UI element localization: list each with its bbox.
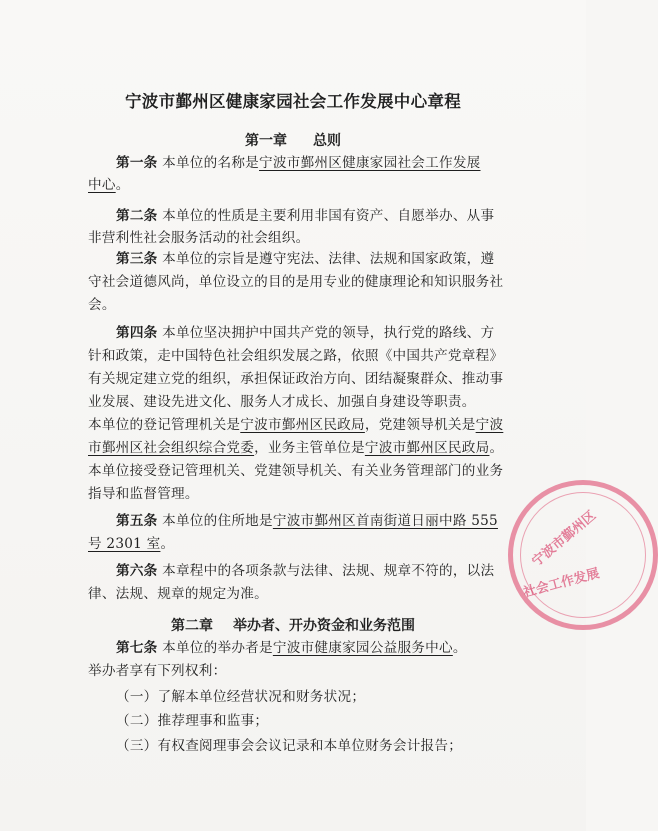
article-7-label: 第七条	[116, 640, 158, 656]
seal-text-2: 社会工作发展	[521, 566, 602, 601]
article-7-line-2: 举办者享有下列权利：	[88, 663, 227, 679]
org-name-underlined-cont: 中心	[88, 177, 116, 193]
article-3-label: 第三条	[116, 251, 158, 267]
article-4-text-b: ，党建领导机关是	[364, 417, 476, 433]
article-2-text: 本单位的性质是主要利用非国有资产、自愿举办、从事	[162, 208, 495, 224]
article-6-line-1	[116, 560, 528, 582]
article-4-text-c: ，业务主管单位是	[254, 440, 365, 456]
chapter-1-heading	[0, 130, 586, 150]
address-underlined: 宁波市鄞州区首南街道日丽中路 555	[272, 513, 498, 529]
article-6-line-2: 律、法规、规章的规定为准。	[88, 586, 268, 602]
article-1-line-1	[116, 152, 528, 174]
article-7-line-1	[116, 637, 528, 659]
rights-item-3: （三）有权查阅理事会会议记录和本单位财务会计报告；	[116, 738, 463, 754]
article-4-line-1	[116, 322, 528, 344]
article-3-line-3: 会。	[88, 297, 116, 313]
article-4-label: 第四条	[116, 325, 158, 341]
founder-underlined: 宁波市健康家园公益服务中心	[272, 640, 453, 656]
article-5-text: 本单位的住所地是	[162, 513, 273, 529]
article-2-line-1	[116, 205, 528, 227]
registration-authority: 宁波市鄞州区民政局	[240, 417, 365, 433]
article-2-label: 第二条	[116, 208, 158, 224]
article-4-line-3: 有关规定建立党的组织，承担保证政治方向、团结凝聚群众、推动事	[88, 371, 504, 387]
party-authority: 宁波	[475, 417, 504, 433]
article-7-text: 本单位的举办者是	[162, 640, 273, 656]
article-4-line-2: 针和政策，走中国特色社会组织发展之路，依照《中国共产党章程》	[88, 348, 504, 364]
article-4-text-a: 本单位的登记管理机关是	[88, 417, 241, 433]
article-4-line-6	[88, 437, 528, 459]
party-authority-cont: 市鄞州区社会组织综合党委	[88, 440, 255, 456]
article-1-label: 第一条	[116, 155, 158, 171]
article-4-end: 。	[489, 440, 504, 456]
article-3-line-2: 守社会道德风尚，单位设立的目的是用专业的健康理论和知识服务社	[88, 274, 504, 290]
seal-text-1: 宁波市鄞州区	[529, 508, 599, 570]
chapter-2-heading	[0, 615, 586, 635]
chapter-2-title: 举办者、开办资金和业务范围	[233, 618, 415, 634]
chapter-1-title: 总则	[313, 133, 341, 149]
article-1-end: 。	[115, 177, 130, 193]
article-1-text: 本单位的名称是	[162, 155, 260, 171]
address-underlined-cont: 号 2301 室	[88, 536, 161, 552]
org-name-underlined: 宁波市鄞州区健康家园社会工作发展	[259, 155, 481, 171]
chapter-1-number: 第一章	[245, 133, 287, 149]
document-title: 宁波市鄞州区健康家园社会工作发展中心章程	[125, 92, 461, 111]
article-5-line-1	[116, 510, 528, 532]
article-4-text: 本单位坚决拥护中国共产党的领导，执行党的路线、方	[162, 325, 495, 341]
article-3-text: 本单位的宗旨是遵守宪法、法律、法规和国家政策，遵	[162, 251, 495, 267]
rights-item-1: （一）了解本单位经营状况和财务状况；	[116, 689, 366, 705]
article-5-end: 。	[160, 536, 175, 552]
article-3-line-1	[116, 248, 528, 270]
article-5-line-2	[88, 533, 528, 555]
chapter-2-number: 第二章	[171, 618, 213, 634]
article-1-line-2	[88, 174, 528, 196]
article-2-line-2: 非营利性社会服务活动的社会组织。	[88, 230, 310, 246]
article-6-text: 本章程中的各项条款与法律、法规、规章不符的，以法	[162, 563, 495, 579]
article-4-line-4: 业发展、建设先进文化、服务人才成长、加强自身建设等职责。	[88, 394, 476, 410]
article-4-line-8: 指导和监督管理。	[88, 486, 199, 502]
article-4-line-7: 本单位接受登记管理机关、党建领导机关、有关业务管理部门的业务	[88, 463, 504, 479]
article-6-label: 第六条	[116, 563, 158, 579]
article-4-line-5	[88, 414, 528, 436]
supervising-authority: 宁波市鄞州区民政局	[364, 440, 490, 456]
article-5-label: 第五条	[116, 513, 158, 529]
rights-item-2: （二）推荐理事和监事；	[116, 713, 269, 729]
article-7-end: 。	[452, 640, 467, 656]
